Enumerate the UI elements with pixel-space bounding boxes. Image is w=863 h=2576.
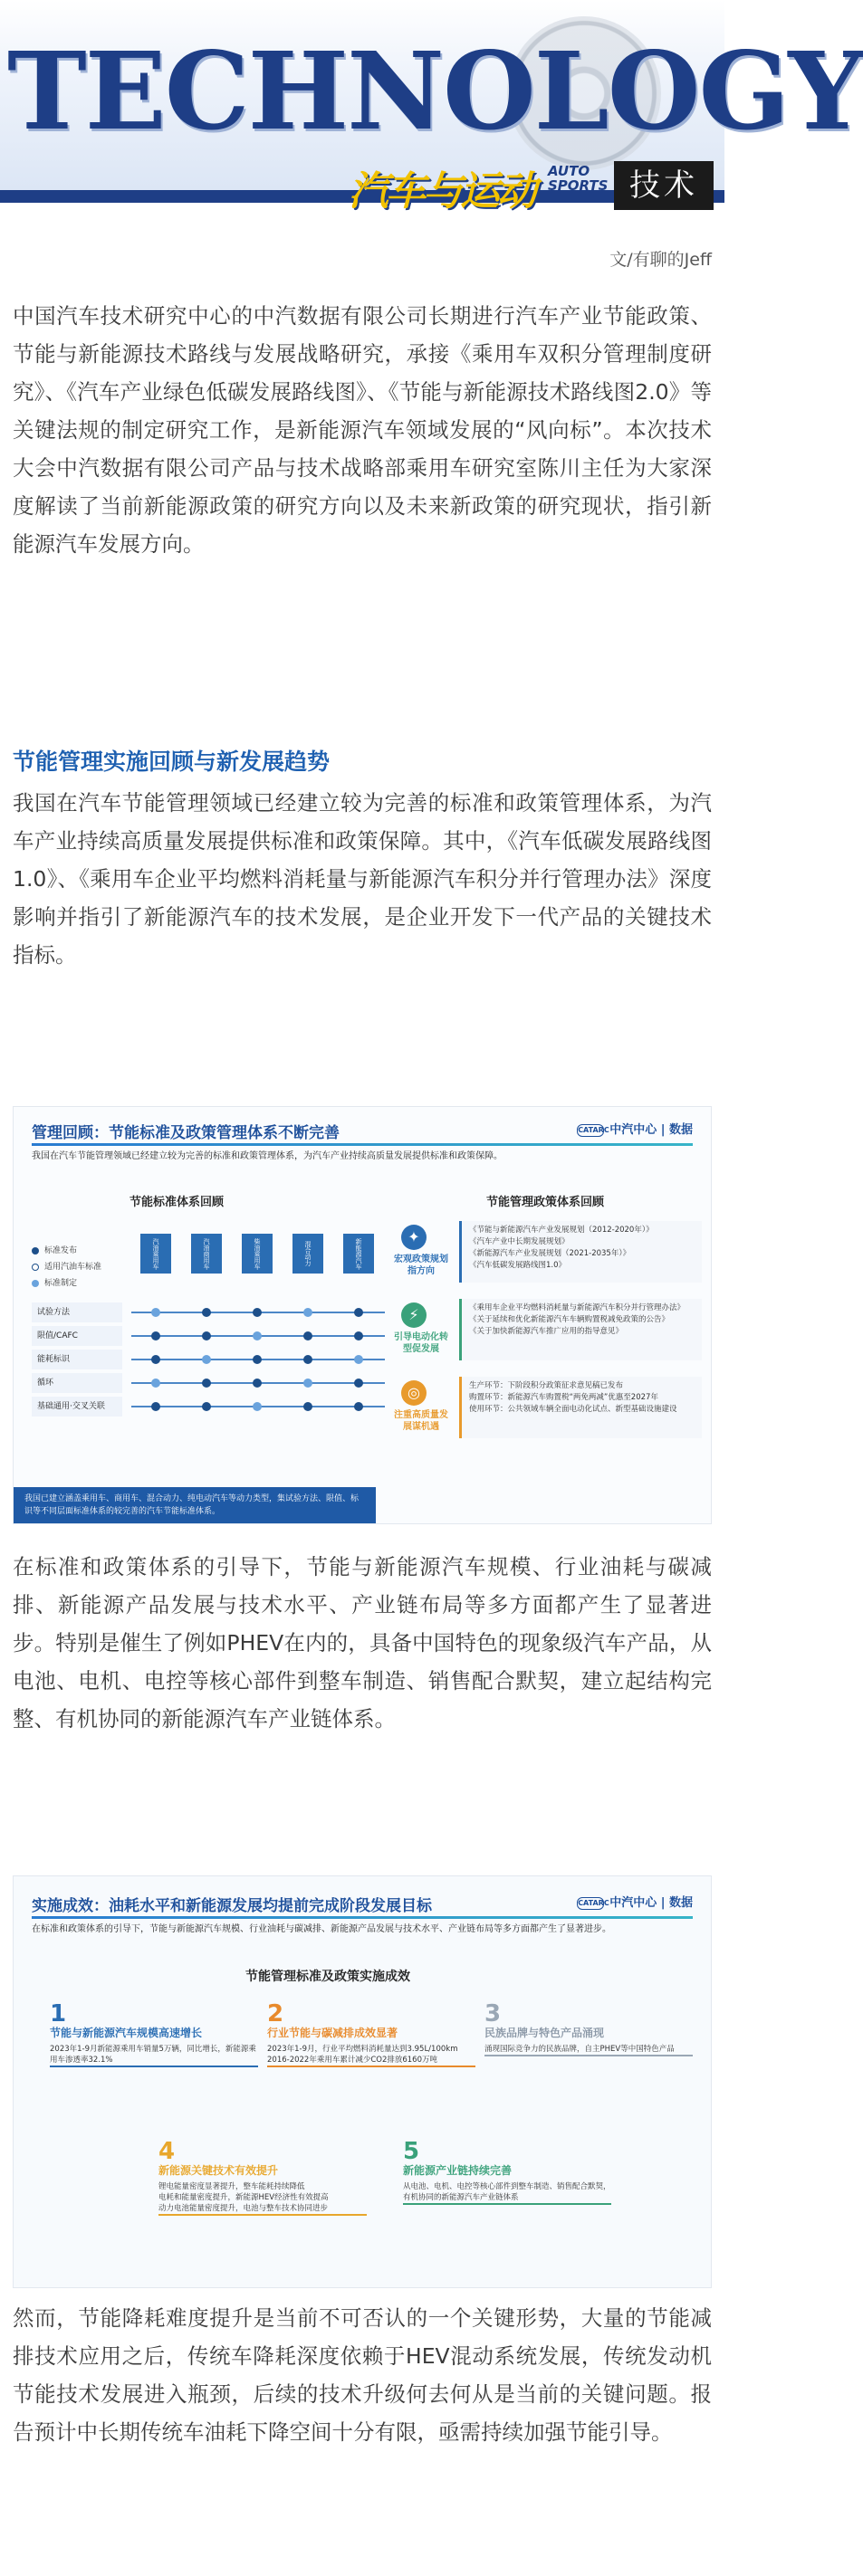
roadmap-row-label: 限值/CAFC xyxy=(32,1326,122,1346)
roadmap-column: 汽油乘用车 xyxy=(140,1234,171,1274)
legend-item: 标准制定 xyxy=(32,1275,101,1292)
catarc-logo-icon: CATARC xyxy=(577,1124,604,1137)
policy-label: 宏观政策规划指方向 xyxy=(394,1255,448,1276)
paragraph-challenge: 然而，节能降耗难度提升是当前不可否认的一个关键形势，大量的节能减排技术应用之后，传统车降耗深度依赖于HEV混动系统发展，传统发动机节能技术发展进入瓶颈，后续的技术升级何去何从是当前的关键问题。报告预计中长期传统车油耗下降空间十分有限，亟需持续加强节能引导。 xyxy=(13,2305,712,2445)
results-title: 节能管理标准及政策实施成效 xyxy=(245,1970,410,1984)
roadmap-node xyxy=(202,1331,211,1340)
section-tag: 技术 xyxy=(614,161,714,210)
slide-subtitle: 在标准和政策体系的引导下，节能与新能源汽车规模、行业油耗与碳减排、新能源产品发展与技术水平、产业链布局等多方面都产生了显著进步。 xyxy=(32,1924,611,1934)
result-card-3 xyxy=(484,2001,693,2056)
card-title: 新能源关键技术有效提升 xyxy=(158,2164,279,2177)
roadmap-node xyxy=(253,1331,262,1340)
card-body: 2023年1-9月，行业平均燃料消耗量达到3.95L/100km 2016-2022年乘用车累计减少CO2排放6160万吨 xyxy=(267,2045,458,2065)
roadmap-column: 新能源汽车 xyxy=(343,1234,374,1274)
roadmap-row-label: 试验方法 xyxy=(32,1302,122,1322)
standards-roadmap xyxy=(140,1234,394,1360)
card-number: 3 xyxy=(484,2000,502,2027)
roadmap-node xyxy=(354,1379,363,1388)
roadmap-node xyxy=(354,1402,363,1411)
section-heading: 节能管理实施回顾与新发展趋势 xyxy=(13,749,331,775)
logo-english-text: AUTO SPORTS xyxy=(548,163,609,194)
roadmap-column: 柴油乘用车 xyxy=(242,1234,273,1274)
roadmap-node xyxy=(354,1308,363,1317)
roadmap-row-label: 基础通用·交叉关联 xyxy=(32,1397,122,1417)
paragraph-standards: 我国在汽车节能管理领域已经建立较为完善的标准和政策管理体系，为汽车产业持续高质量发展提供标准和政策保障。其中，《汽车低碳发展路线图1.0》、《乘用车企业平均燃料消耗量与新能源汽车积分并行管理办法》深度影响并指引了新能源汽车的技术发展，是企业开发下一代产品的关键技术指标。 xyxy=(13,790,712,968)
auto-sports-logo xyxy=(349,158,611,213)
roadmap-node xyxy=(151,1355,160,1364)
roadmap-node xyxy=(202,1402,211,1411)
roadmap-node xyxy=(202,1355,211,1364)
logo-chinese-text: 汽车与运动 xyxy=(349,168,534,215)
title-rule xyxy=(32,1143,693,1146)
author-byline: 文/有聊的Jeff xyxy=(609,250,712,270)
technology-wordmark: TECHNOLOGY xyxy=(7,28,863,154)
roadmap-row-label: 能耗标识 xyxy=(32,1350,122,1369)
policy-row-electrification xyxy=(394,1299,702,1364)
standards-summary-box: 我国已建立涵盖乘用车、商用车、混合动力、纯电动汽车等动力类型，集试验方法、限值、标识等不同层面标准体系的较完善的汽车节能标准体系。 xyxy=(14,1487,376,1523)
legend-item: 适用汽油车标准 xyxy=(32,1259,101,1275)
roadmap-node xyxy=(354,1331,363,1340)
roadmap-node xyxy=(202,1379,211,1388)
roadmap-node xyxy=(303,1308,312,1317)
roadmap-node xyxy=(253,1355,262,1364)
card-body: 锂电能量密度显著提升，整车能耗持续降低 电耗和能量密度提升，新能源HEV经济性有效提高 动力电池能量密度提升，电池与整车技术协同进步 xyxy=(158,2182,329,2213)
roadmap-row-label: 循环 xyxy=(32,1373,122,1393)
card-number: 5 xyxy=(403,2138,420,2165)
result-card-5 xyxy=(403,2139,611,2205)
policy-items: 《节能与新能源汽车产业发展规划（2012-2020年）》 《汽车产业中长期发展规划》 《新能源汽车产业发展规划（2021-2035年）》 《汽车低碳发展路线图1.0》 xyxy=(459,1221,702,1283)
result-card-2 xyxy=(267,2001,475,2067)
policy-row-quality xyxy=(394,1377,702,1442)
roadmap-node xyxy=(354,1355,363,1364)
roadmap-node xyxy=(151,1402,160,1411)
card-body: 2023年1-9月新能源乘用车销量5万辆，同比增长，新能源乘用车渗透率32.1% xyxy=(50,2045,256,2065)
paragraph-progress: 在标准和政策体系的引导下，节能与新能源汽车规模、行业油耗与碳减排、新能源产品发展与技术水平、产业链布局等多方面都产生了显著进步。特别是催生了例如PHEV在内的，具备中国特色的现象级汽车产品，从电池、电机、电控等核心部件到整车制造、销售配合默契，建立起结构完整、有机协同的新能源汽车产业链体系。 xyxy=(13,1554,712,1732)
catarc-logo-icon: CATARC xyxy=(577,1897,604,1910)
roadmap-node xyxy=(303,1331,312,1340)
brand-text: 中汽中心 | 数据 xyxy=(609,1896,693,1910)
target-icon: ◎ xyxy=(401,1380,427,1406)
slide-implementation-results xyxy=(13,1875,712,2288)
card-number: 1 xyxy=(50,2000,67,2027)
card-title: 节能与新能源汽车规模高速增长 xyxy=(50,2027,203,2039)
policy-items: 生产环节：下阶段积分政策征求意见稿已发布 购置环节：新能源汽车购置税“两免两减”优惠至2027年 使用环节：公共领域车辆全面电动化试点、新型基础设施建设 xyxy=(459,1377,702,1438)
slide-brand xyxy=(577,1893,693,1910)
header-banner xyxy=(0,0,863,237)
roadmap-row-labels xyxy=(32,1302,122,1420)
roadmap-column: 汽油商用车 xyxy=(191,1234,222,1274)
roadmap-node xyxy=(303,1402,312,1411)
roadmap-node xyxy=(303,1379,312,1388)
roadmap-node xyxy=(202,1308,211,1317)
card-title: 民族品牌与特色产品涌现 xyxy=(484,2027,605,2039)
policy-label: 引导电动化转型促发展 xyxy=(394,1332,448,1354)
intro-paragraph: 中国汽车技术研究中心的中汽数据有限公司长期进行汽车产业节能政策、节能与新能源技术路线与发展战略研究，承接《乘用车双积分管理制度研究》、《汽车产业绿色低碳发展路线图》、《节能与新能源技术路线图2.0》等关键法规的制定研究工作，是新能源汽车领域发展的“风向标”。本次技术大会中汽数据有限公司产品与技术战略部乘用车研究室陈川主任为大家深度解读了当前新能源政策的研究方向以及未来新政策的研究现状，指引新能源汽车发展方向。 xyxy=(13,303,712,557)
roadmap-node xyxy=(253,1308,262,1317)
slide-title: 实施成效：油耗水平和新能源发展均提前完成阶段发展目标 xyxy=(32,1897,432,1915)
brand-text: 中汽中心 | 数据 xyxy=(609,1123,693,1137)
title-rule xyxy=(32,1916,693,1919)
roadmap-node xyxy=(253,1402,262,1411)
card-title: 新能源产业链持续完善 xyxy=(403,2164,513,2177)
roadmap-column: 混合动力 xyxy=(292,1234,323,1274)
result-card-1 xyxy=(50,2001,258,2067)
card-number: 2 xyxy=(267,2000,284,2027)
card-body: 从电池、电机、电控等核心部件到整车制造、销售配合默契，有机协同的新能源汽车产业链体系 xyxy=(403,2182,611,2202)
result-card-4 xyxy=(158,2139,367,2216)
policy-row-macro xyxy=(394,1221,702,1286)
roadmap-node xyxy=(151,1379,160,1388)
battery-icon: ⚡ xyxy=(401,1302,427,1328)
policy-items: 《乘用车企业平均燃料消耗量与新能源汽车积分并行管理办法》 《关于延续和优化新能源汽车车辆购置税减免政策的公告》 《关于加快新能源汽车推广应用的指导意见》 xyxy=(459,1299,702,1360)
card-body: 涌现国际竞争力的民族品牌，自主PHEV等中国特色产品 xyxy=(484,2045,675,2054)
compass-icon: ✦ xyxy=(401,1225,427,1250)
policy-column-title: 节能管理政策体系回顾 xyxy=(486,1196,605,1209)
legend-item: 标准发布 xyxy=(32,1243,101,1259)
slide-title: 管理回顾：节能标准及政策管理体系不断完善 xyxy=(32,1124,340,1142)
policy-label: 注重高质量发展谋机遇 xyxy=(394,1410,448,1432)
standards-column-title: 节能标准体系回顾 xyxy=(129,1196,225,1209)
card-title: 行业节能与碳减排成效显著 xyxy=(267,2027,398,2039)
card-number: 4 xyxy=(158,2138,176,2165)
slide-management-review xyxy=(13,1106,712,1524)
roadmap-legend xyxy=(32,1243,101,1292)
roadmap-node xyxy=(151,1308,160,1317)
roadmap-node xyxy=(303,1355,312,1364)
slide-brand xyxy=(577,1120,693,1137)
slide-subtitle: 我国在汽车节能管理领域已经建立较为完善的标准和政策管理体系，为汽车产业持续高质量发展提供标准和政策保障。 xyxy=(32,1151,503,1161)
roadmap-node xyxy=(253,1379,262,1388)
roadmap-node xyxy=(151,1331,160,1340)
